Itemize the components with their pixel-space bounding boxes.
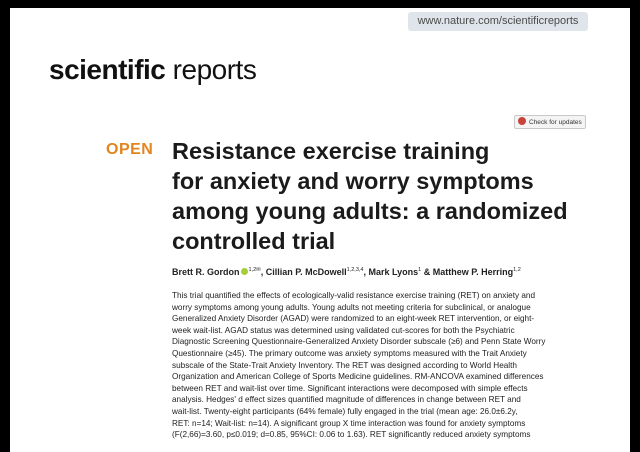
author-name[interactable]: Brett R. Gordon <box>172 267 240 277</box>
journal-url[interactable]: www.nature.com/scientificreports <box>408 12 588 31</box>
journal-logo-bold: scientific <box>49 54 166 85</box>
open-access-label: OPEN <box>106 141 154 158</box>
author-name[interactable]: Matthew P. Herring <box>432 267 514 277</box>
author-affiliation: 1,2 <box>248 267 257 273</box>
author-affiliation: 1 <box>418 267 422 273</box>
mail-icon[interactable]: ✉ <box>256 267 261 273</box>
journal-logo-regular: reports <box>172 54 257 85</box>
abstract-text: This trial quantified the effects of ecologically-valid resistance exercise training (RET) on anxiety and worry symptoms among young adults. Young adults not meeting criteria for subclinical, or analogue Generalized Anxiety Disorder (AGAD) were randomized to an eight-week RET intervention, or eight- week wait-list. AGAD status was determined using validated cut-scores for both the Psychiatric Diagnostic Screening Questionnaire-Generalized Anxiety Disorder subscale (≥6) and Penn State Worry Questionnaire (≥45). The primary outcome was anxiety symptoms measured with the Trait Anxiety subscale of the State-Trait Anxiety Inventory. The RET was designed according to World Health Organization and American College of Sports Medicine guidelines. RM-ANCOVA examined differences between RET and wait-list over time. Significant interactions were decomposed with simple effects analysis. Hedges' d effect sizes quantified magnitude of differences in change between RET and wait-list. Twenty-eight participants (64% female) fully engaged in the trial (mean age: 26.0±6.2y, RET: n=14; Wait-list: n=14). A significant group X time interaction was found for anxiety symptoms (F(2,66)=3.60, p≤0.019; d=0.85, 95%CI: 0.06 to 1.63). RET significantly reduced anxiety symptoms <box>172 291 546 440</box>
check-for-updates-button[interactable] <box>514 115 586 129</box>
article-page <box>10 8 630 452</box>
author-name[interactable]: Mark Lyons <box>368 267 419 277</box>
author-list: Brett R. Gordon $^{1,2✉}$, Cillian P. McDowell$^{1,2,3,4}$, Mark Lyons$^1$ & Matthew P. Herring$^{1,2}$ <box>172 267 521 277</box>
author-affiliation: 1,2 <box>513 267 521 273</box>
author-affiliation: 1,2,3,4 <box>346 267 364 273</box>
orcid-icon[interactable] <box>241 268 248 275</box>
check-for-updates-label: Check for updates <box>529 119 582 126</box>
crossmark-icon <box>518 117 526 125</box>
author-name[interactable]: Cillian P. McDowell <box>265 267 347 277</box>
article-title: Resistance exercise training for anxiety and worry symptoms among young adults: a randomized controlled trial <box>172 138 568 254</box>
journal-logo <box>49 54 256 86</box>
